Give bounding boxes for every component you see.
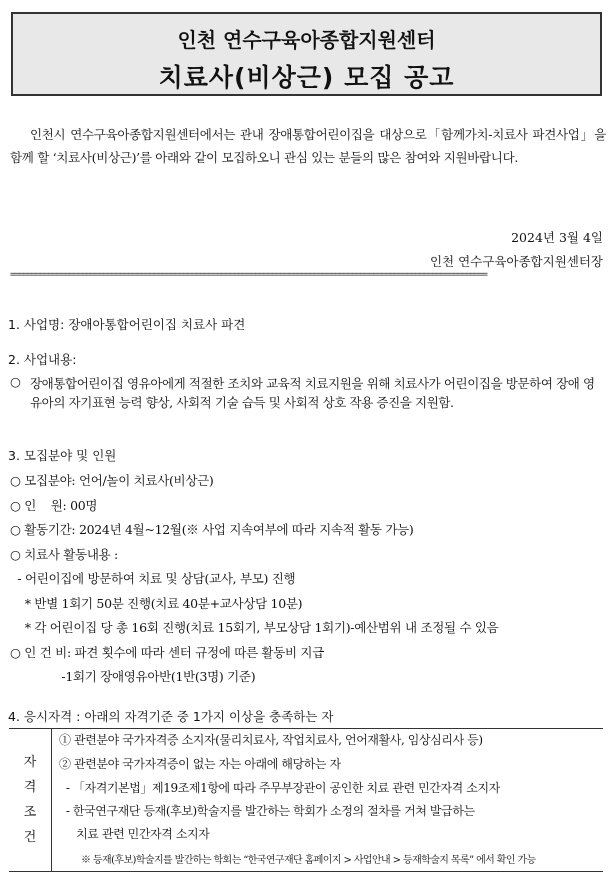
section-qualification-label: 4. 응시자격 : 아래의 자격기준 중 1가지 이상을 충족하는 자: [8, 709, 334, 724]
notice-title: 치료사(비상근) 모집 공고: [158, 63, 455, 92]
bullet-circle: ○: [10, 374, 21, 389]
qualification-row: ② 관련분야 국가자격증이 없는 자는 아래에 해당하는 자: [59, 757, 341, 771]
qualification-table: [9, 728, 603, 872]
qualification-row: 치료 관련 민간자격 소지자: [59, 827, 210, 841]
recruit-line: -1회기 장애영유아반(1반(3명) 기준): [10, 669, 256, 684]
recruit-line: * 반별 1회기 50분 진행(치료 40분+교사상담 10분): [10, 596, 303, 611]
section-business-content: [10, 374, 604, 412]
org-title: 인천 연수구육아종합지원센터: [177, 28, 436, 52]
notice-date: 2024년 3월 4일: [511, 230, 603, 245]
section-value: 장애아통합어린이집 치료사 파견: [68, 317, 246, 332]
intro-paragraph: 인천시 연수구육아종합지원센터에서는 관내 장애통합어린이집을 대상으로「함께가치-치료사 파견사업」을 함께 할 ‘치료사(비상근)’를 아래와 같이 모집하오니 관심 있는 분들의 많은 참여와 지원바랍니다.: [10, 127, 606, 165]
qualification-row: - 한국연구재단 등재(후보)학술지를 발간하는 학회가 소정의 절차를 거쳐 발급하는: [59, 804, 475, 818]
notice-signer: 인천 연수구육아종합지원센터장: [429, 254, 603, 269]
recruit-line: * 각 어린이집 당 총 16회 진행(치료 15회기, 부모상담 1회기)-예산범위 내 조정될 수 있음: [10, 620, 499, 635]
recruit-line: ○ 치료사 활동내용 :: [10, 547, 118, 562]
recruit-line: ○ 인 원: 00명: [10, 498, 98, 513]
section-business-content-label: 2. 사업내용:: [8, 352, 77, 367]
qualification-label-char: 조: [23, 805, 37, 820]
recruit-line: ○ 인 건 비: 파견 횟수에 따라 센터 규정에 따른 활동비 지급: [10, 645, 324, 660]
recruit-line: ○ 활동기간: 2024년 4월~12월(※ 사업 지속여부에 따라 지속적 활동 가능): [10, 522, 414, 537]
notice-header: [11, 12, 602, 96]
qualification-table-label: [9, 729, 52, 871]
recruit-line: ○ 모집분야: 언어/놀이 치료사(비상근): [10, 473, 214, 488]
divider: =================================================================================================================: [10, 270, 487, 280]
section-label: 1. 사업명:: [8, 317, 65, 332]
qualification-note: ※ 등재(후보)학술지를 발간하는 학회는 “한국연구재단 홈페이지 > 사업안내 > 등재학술지 목록” 에서 확인 가능: [81, 855, 536, 866]
qualification-row: - 「자격기본법」제19조제1항에 따라 주무부장관이 공인한 치료 관련 민간자격 소지자: [59, 781, 500, 795]
business-content-text: 장애통합어린이집 영유아에게 적절한 조치와 교육적 치료지원을 위해 치료사가 어린이집을 방문하여 장애 영유아의 자기표현 능력 향상, 사회적 기술 습득 및 사회적 상호 작용 증진을 지원함.: [30, 376, 595, 410]
qualification-label-char: 격: [23, 780, 37, 795]
qualification-label-char: 자: [23, 755, 37, 770]
qualification-row: ① 관련분야 국가자격증 소지자(물리치료사, 작업치료사, 언어재활사, 임상심리사 등): [59, 733, 483, 747]
qualification-label-char: 건: [23, 830, 37, 845]
recruit-line: - 어린이집에 방문하여 치료 및 상담(교사, 부모) 진행: [10, 571, 296, 586]
section-recruit-label: 3. 모집분야 및 인원: [8, 448, 117, 463]
section-business-name: [8, 315, 245, 333]
